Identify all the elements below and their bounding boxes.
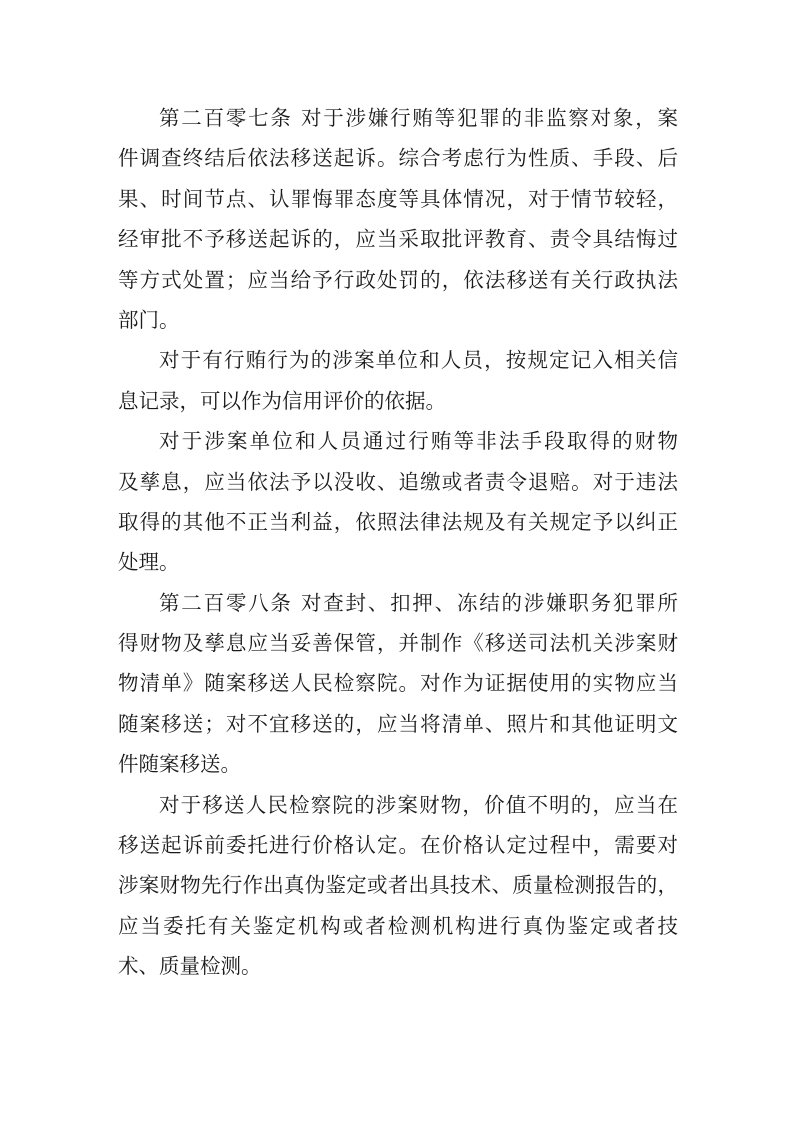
text-line: 第二百零八条 对查封、扣押、冻结的涉嫌职务犯罪所 xyxy=(159,590,678,615)
paragraph-article-207 xyxy=(118,98,678,340)
paragraph-illegal-gains xyxy=(118,421,678,583)
text-line: 物清单》随案移送人民检察院。对作为证据使用的实物应当 xyxy=(118,671,678,696)
text-line: 对于移送人民检察院的涉案财物，价值不明的，应当在 xyxy=(159,792,678,817)
text-line: 等方式处置；应当给予行政处罚的，依法移送有关行政执法 xyxy=(118,267,678,292)
text-line: 经审批不予移送起诉的，应当采取批评教育、责令具结悔过 xyxy=(118,227,678,252)
text-line: 随案移送；对不宜移送的，应当将清单、照片和其他证明文 xyxy=(118,711,678,736)
text-line: 息记录，可以作为信用评价的依据。 xyxy=(118,388,446,413)
text-line: 术、质量检测。 xyxy=(118,954,262,979)
paragraph-article-208 xyxy=(118,583,678,785)
text-line: 移送起诉前委托进行价格认定。在价格认定过程中，需要对 xyxy=(118,833,678,858)
text-line: 果、时间节点、认罪悔罪态度等具体情况，对于情节较轻， xyxy=(118,186,678,211)
text-line: 件随案移送。 xyxy=(118,752,241,777)
text-line: 应当委托有关鉴定机构或者检测机构进行真伪鉴定或者技 xyxy=(118,913,678,938)
text-line: 取得的其他不正当利益，依照法律法规及有关规定予以纠正 xyxy=(118,509,678,534)
paragraph-credit-record xyxy=(118,340,678,421)
document-page xyxy=(118,98,678,987)
text-line: 涉案财物先行作出真伪鉴定或者出具技术、质量检测报告的， xyxy=(118,873,678,898)
text-line: 及孳息，应当依法予以没收、追缴或者责令退赔。对于违法 xyxy=(118,469,678,494)
text-line: 对于涉案单位和人员通过行贿等非法手段取得的财物 xyxy=(159,429,678,454)
text-line: 对于有行贿行为的涉案单位和人员，按规定记入相关信 xyxy=(159,348,678,373)
text-line: 部门。 xyxy=(118,307,180,332)
text-line: 得财物及孳息应当妥善保管，并制作《移送司法机关涉案财 xyxy=(118,631,678,656)
text-line: 第二百零七条 对于涉嫌行贿等犯罪的非监察对象，案 xyxy=(159,106,678,130)
text-line: 处理。 xyxy=(118,550,180,575)
paragraph-price-appraisal xyxy=(118,785,678,987)
text-line: 件调查终结后依法移送起诉。综合考虑行为性质、手段、后 xyxy=(118,146,678,171)
